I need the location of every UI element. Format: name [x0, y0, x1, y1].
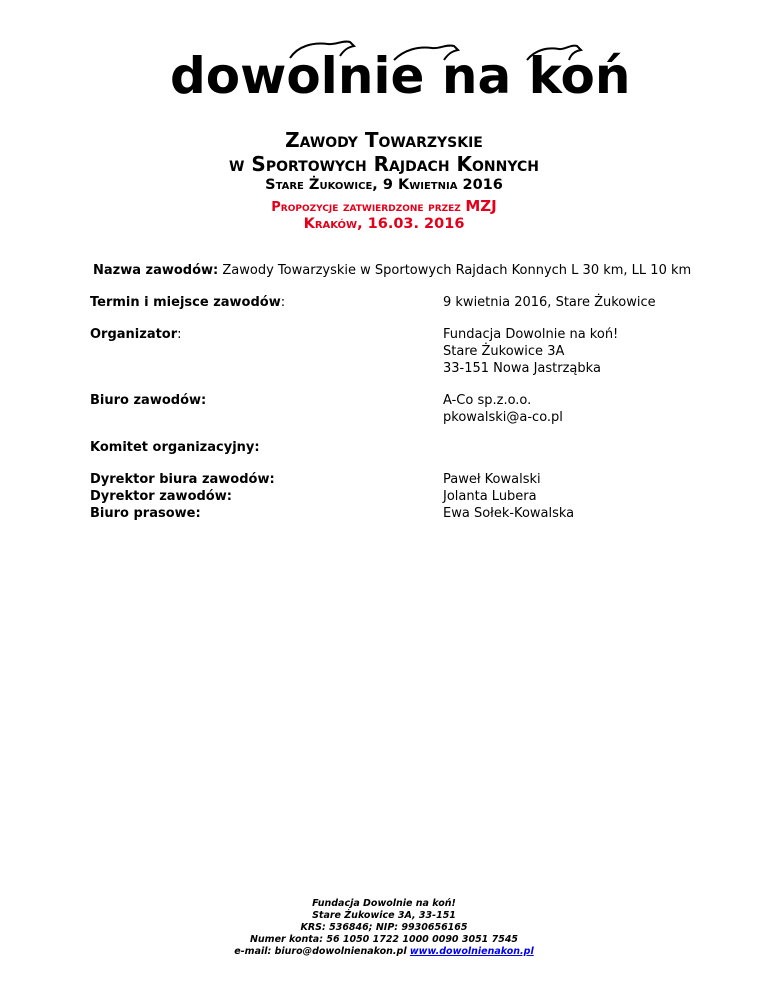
committee-label: Komitet organizacyjny: [90, 440, 260, 455]
footer-account: Numer konta: 56 1050 1722 1000 0090 3051 7545 [249, 934, 519, 945]
competition-name-value: Zawody Towarzyskie w Sportowych Rajdach Konnych L 30 km, LL 10 km [218, 263, 692, 278]
office-company: A-Co sp.z.o.o. [443, 393, 532, 408]
office-value [443, 392, 563, 426]
footer-org-name: Fundacja Dowolnie na koń! [312, 898, 456, 909]
website-link[interactable]: www.dowolnienakon.pl [409, 946, 534, 957]
organizer-label: Organizator [90, 327, 178, 342]
organizer-value [443, 326, 618, 377]
term-colon: : [280, 295, 286, 310]
term-label: Termin i miejsce zawodów [90, 295, 281, 310]
horse-icon [525, 40, 585, 68]
organizer-name: Fundacja Dowolnie na koń! [443, 327, 619, 342]
title-line-2: w Sportowych Rajdach Konnych [229, 152, 539, 176]
office-email: pkowalski@a-co.pl [443, 410, 563, 425]
director-label: Dyrektor zawodów: [90, 489, 232, 504]
director-value: Jolanta Lubera [443, 489, 537, 504]
committee-roles [90, 471, 275, 522]
director-office-label: Dyrektor biura zawodów: [90, 472, 275, 487]
logo-text: dowolnie na koń [170, 47, 631, 105]
organizer-colon: : [177, 327, 182, 342]
competition-name-label: Nazwa zawodów: [93, 263, 219, 278]
footer-krs-nip: KRS: 536846; NIP: 9930656165 [300, 922, 468, 933]
horse-icon [288, 36, 358, 66]
footer [0, 898, 768, 958]
office-label: Biuro zawodów: [90, 393, 207, 408]
organizer-street: Stare Żukowice 3A [443, 344, 565, 359]
logo [170, 36, 631, 106]
organizer-label-row [90, 326, 182, 343]
footer-contact [0, 946, 768, 958]
footer-email: e-mail: biuro@dowolnienakon.pl [234, 946, 410, 957]
director-office-value: Paweł Kowalski [443, 472, 541, 487]
competition-name [93, 263, 691, 278]
approval-place-date: Kraków, 16.03. 2016 [303, 216, 465, 232]
approval-line [0, 197, 768, 215]
title-line-1: Zawody Towarzyskie [285, 128, 483, 152]
horse-icon [392, 38, 462, 68]
press-label: Biuro prasowe: [90, 506, 201, 521]
event-date-location: Stare Żukowice, 9 Kwietnia 2016 [265, 177, 503, 193]
footer-address: Stare Żukowice 3A, 33-151 [312, 910, 456, 921]
organizer-city: 33-151 Nowa Jastrząbka [443, 361, 601, 376]
approval-text: Propozycje zatwierdzone przez [271, 200, 466, 215]
term-value: 9 kwietnia 2016, Stare Żukowice [443, 295, 656, 310]
approval-body: MZJ [465, 197, 497, 215]
term-label-row [90, 294, 285, 311]
press-value: Ewa Sołek-Kowalska [443, 506, 575, 521]
committee-members [443, 471, 574, 522]
